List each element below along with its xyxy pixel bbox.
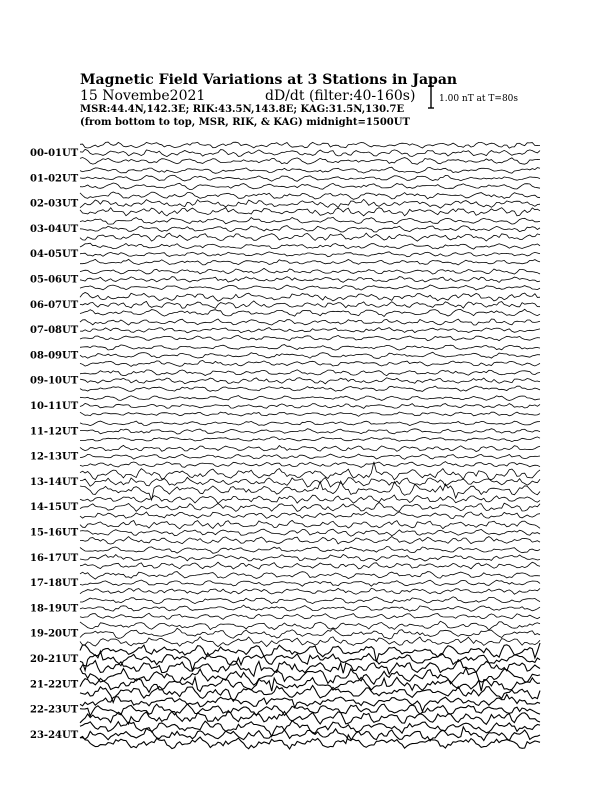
row-label: 12-13UT	[30, 451, 79, 463]
trace-RIK	[80, 149, 540, 156]
trace-KAG	[80, 445, 540, 451]
hour-row-07-08UT	[30, 319, 540, 341]
trace-KAG	[80, 293, 540, 302]
trace-RIK	[80, 277, 540, 283]
hour-row-22-23UT	[30, 694, 540, 724]
row-label: 10-11UT	[30, 401, 79, 412]
hour-row-06-07UT	[30, 293, 540, 317]
trace-KAG	[80, 243, 540, 249]
trace-KAG	[80, 319, 540, 325]
trace-KAG	[80, 721, 540, 737]
trace-MSR	[80, 183, 540, 190]
trace-KAG	[80, 694, 540, 711]
hour-row-05-06UT	[30, 268, 540, 290]
trace-MSR	[80, 259, 540, 265]
trace-RIK	[80, 555, 540, 562]
trace-RIK	[80, 352, 540, 358]
chart-component: dD/dt (filter:40-160s)	[265, 88, 416, 104]
row-label: 09-10UT	[30, 375, 79, 387]
trace-MSR	[80, 613, 540, 619]
trace-KAG	[80, 345, 540, 351]
trace-MSR	[80, 735, 540, 749]
trace-RIK	[80, 628, 540, 639]
trace-RIK	[80, 429, 540, 434]
row-label: 15-16UT	[30, 527, 79, 539]
hour-row-15-16UT	[30, 520, 540, 544]
trace-KAG	[80, 142, 540, 148]
trace-KAG	[80, 520, 540, 529]
trace-KAG	[80, 421, 540, 426]
row-label: 21-22UT	[30, 679, 79, 691]
chart-date: 15 Novembe2021	[80, 88, 206, 104]
hour-rows	[30, 142, 540, 749]
trace-MSR	[80, 562, 540, 569]
trace-MSR	[80, 437, 540, 442]
hour-row-12-13UT	[30, 445, 540, 467]
trace-MSR	[80, 335, 540, 340]
trace-RIK	[80, 328, 540, 333]
trace-MSR	[80, 309, 540, 316]
trace-MSR	[80, 711, 540, 725]
trace-MSR	[80, 412, 540, 416]
trace-RIK	[80, 378, 540, 384]
hour-row-18-19UT	[30, 597, 540, 620]
row-label: 17-18UT	[30, 578, 79, 590]
trace-KAG	[80, 268, 540, 274]
trace-MSR	[80, 637, 540, 647]
trace-MSR	[80, 360, 540, 366]
hour-row-19-20UT	[30, 621, 540, 646]
trace-RIK	[80, 301, 540, 309]
trace-KAG	[80, 167, 540, 173]
row-label: 05-06UT	[30, 274, 79, 286]
trace-MSR	[80, 512, 540, 519]
chart-title: Magnetic Field Variations at 3 Stations in Japan	[80, 72, 458, 88]
trace-KAG	[80, 462, 540, 480]
trace-RIK	[80, 252, 540, 257]
hour-row-14-15UT	[30, 495, 540, 519]
station-order-note: (from bottom to top, MSR, RIK, & KAG) midnight=1500UT	[80, 117, 410, 128]
row-label: 00-01UT	[30, 148, 79, 159]
hour-row-21-22UT	[30, 668, 540, 703]
trace-RIK	[80, 175, 540, 181]
hour-row-03-04UT	[30, 217, 540, 241]
trace-MSR	[80, 386, 540, 391]
hour-row-00-01UT	[30, 142, 540, 164]
row-label: 14-15UT	[30, 502, 79, 514]
hour-row-02-03UT	[30, 192, 540, 216]
scale-bar	[428, 86, 434, 108]
trace-MSR	[80, 208, 540, 216]
trace-RIK	[80, 454, 540, 459]
row-label: 06-07UT	[30, 299, 79, 311]
trace-KAG	[80, 217, 540, 224]
trace-KAG	[80, 572, 540, 580]
row-label: 08-09UT	[30, 350, 79, 362]
trace-RIK	[80, 199, 540, 208]
row-label: 19-20UT	[30, 628, 79, 640]
row-label: 18-19UT	[30, 603, 79, 615]
row-label: 04-05UT	[30, 249, 79, 261]
trace-RIK	[80, 605, 540, 611]
station-coordinates: MSR:44.4N,142.3E; RIK:43.5N,143.8E; KAG:31.5N,130.7E	[80, 104, 405, 115]
row-label: 03-04UT	[30, 223, 79, 235]
hour-row-01-02UT	[30, 167, 540, 189]
row-label: 11-12UT	[30, 426, 79, 438]
hour-row-10-11UT	[30, 396, 540, 417]
row-label: 23-24UT	[30, 729, 79, 741]
trace-MSR	[80, 233, 540, 241]
hour-row-08-09UT	[30, 345, 540, 367]
trace-KAG	[80, 396, 540, 401]
trace-KAG	[80, 621, 540, 630]
hour-row-20-21UT	[30, 643, 540, 676]
trace-RIK	[80, 226, 540, 232]
row-label: 02-03UT	[30, 198, 79, 210]
trace-RIK	[80, 580, 540, 586]
hour-row-16-17UT	[30, 547, 540, 570]
row-label: 07-08UT	[30, 325, 79, 337]
trace-RIK	[80, 502, 540, 511]
trace-KAG	[80, 597, 540, 604]
trace-RIK	[80, 651, 540, 670]
trace-RIK	[80, 529, 540, 536]
scale-bar-label: 1.00 nT at T=80s	[439, 94, 519, 104]
trace-KAG	[80, 495, 540, 503]
row-label: 01-02UT	[30, 173, 79, 185]
trace-RIK	[80, 477, 540, 487]
row-label: 16-17UT	[30, 552, 79, 564]
row-label: 22-23UT	[30, 704, 79, 716]
trace-MSR	[80, 158, 540, 165]
hour-row-04-05UT	[30, 243, 540, 265]
hour-row-17-18UT	[30, 572, 540, 595]
hour-row-09-10UT	[30, 370, 540, 392]
hour-row-23-24UT	[30, 721, 540, 750]
trace-KAG	[80, 547, 540, 554]
trace-RIK	[80, 404, 540, 409]
trace-MSR	[80, 686, 540, 703]
hour-row-11-12UT	[30, 421, 540, 442]
trace-MSR	[80, 462, 540, 468]
hour-row-13-14UT	[30, 462, 540, 500]
row-label: 13-14UT	[30, 476, 79, 488]
trace-KAG	[80, 192, 540, 199]
row-label: 20-21UT	[30, 654, 79, 665]
trace-MSR	[80, 285, 540, 290]
trace-KAG	[80, 668, 540, 691]
trace-KAG	[80, 370, 540, 376]
trace-MSR	[80, 537, 540, 545]
trace-MSR	[80, 588, 540, 594]
